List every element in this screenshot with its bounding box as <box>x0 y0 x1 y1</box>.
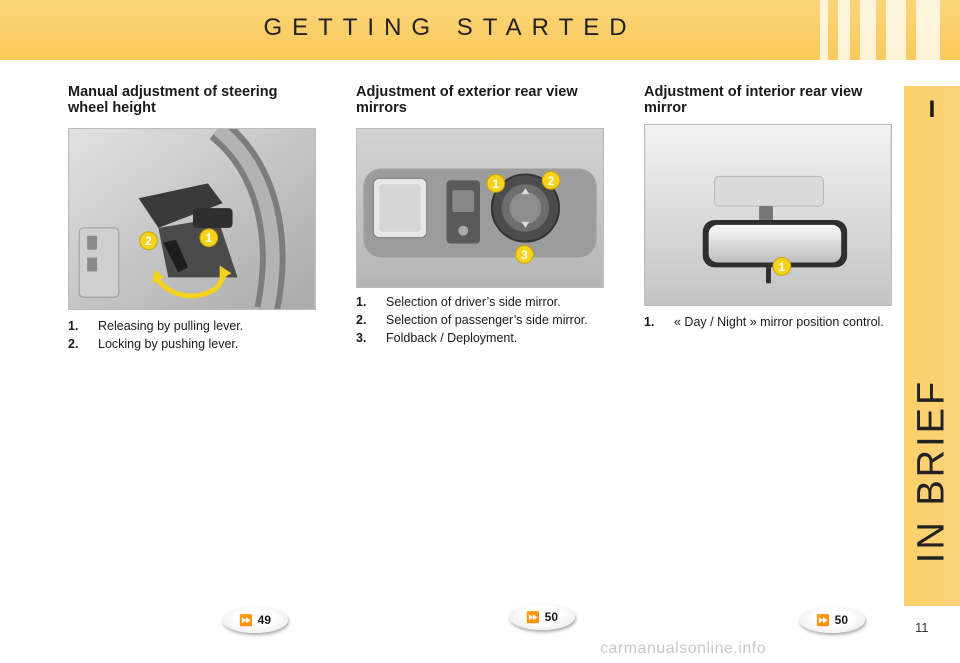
list-item: 1. « Day / Night » mirror position control. <box>644 315 884 329</box>
fast-forward-icon: ⏩ <box>238 615 253 627</box>
list-item: 2. Selection of passenger’s side mirror. <box>356 313 588 327</box>
list-item: 1. Releasing by pulling lever. <box>68 319 244 333</box>
callout-2: 2 <box>145 234 152 249</box>
interior-mirror-illustration <box>645 125 891 305</box>
page-reference-link[interactable]: ⏩ 49 <box>222 607 288 633</box>
steering-wheel-photo <box>68 128 316 310</box>
section-exterior-mirrors <box>356 84 606 118</box>
section-steering-wheel <box>68 84 318 118</box>
chapter-label: IN BRIEF <box>910 378 953 564</box>
list-item: 3. Foldback / Deployment. <box>356 331 518 345</box>
interior-mirror-photo <box>644 124 892 306</box>
fast-forward-icon: ⏩ <box>525 612 540 624</box>
watermark: carmanualsonline.info <box>600 640 767 657</box>
callout-1: 1 <box>778 259 786 274</box>
callout-1: 1 <box>205 231 213 246</box>
steering-steps-list <box>68 320 318 356</box>
section-interior-mirror <box>644 84 894 118</box>
page-title: GETTING STARTED <box>263 14 637 41</box>
page-header <box>0 0 960 60</box>
list-item: 1. Selection of driver’s side mirror. <box>356 295 561 309</box>
section-title: Adjustment of interior rear view mirror <box>644 84 863 116</box>
callout-1: 1 <box>492 176 500 191</box>
callout-2: 2 <box>547 173 555 188</box>
page-reference-link[interactable]: ⏩ 50 <box>799 607 865 633</box>
chapter-sidebar <box>904 86 960 606</box>
page-number: 11 <box>915 620 929 635</box>
exterior-mirror-photo <box>356 128 604 288</box>
mirror-control-illustration <box>357 129 603 287</box>
steering-column-illustration <box>69 129 315 309</box>
section-title: Manual adjustment of steering wheel height <box>68 84 278 116</box>
section-title: Adjustment of exterior rear view mirrors <box>356 84 578 116</box>
mirror-steps-list <box>356 296 606 350</box>
interior-mirror-steps-list <box>644 316 894 334</box>
callout-3: 3 <box>521 247 528 262</box>
fast-forward-icon: ⏩ <box>815 615 830 627</box>
list-item: 2. Locking by pushing lever. <box>68 337 239 351</box>
page-reference-link[interactable]: ⏩ 50 <box>509 604 575 630</box>
header-stripes <box>820 0 960 60</box>
chapter-number: I <box>928 96 936 123</box>
